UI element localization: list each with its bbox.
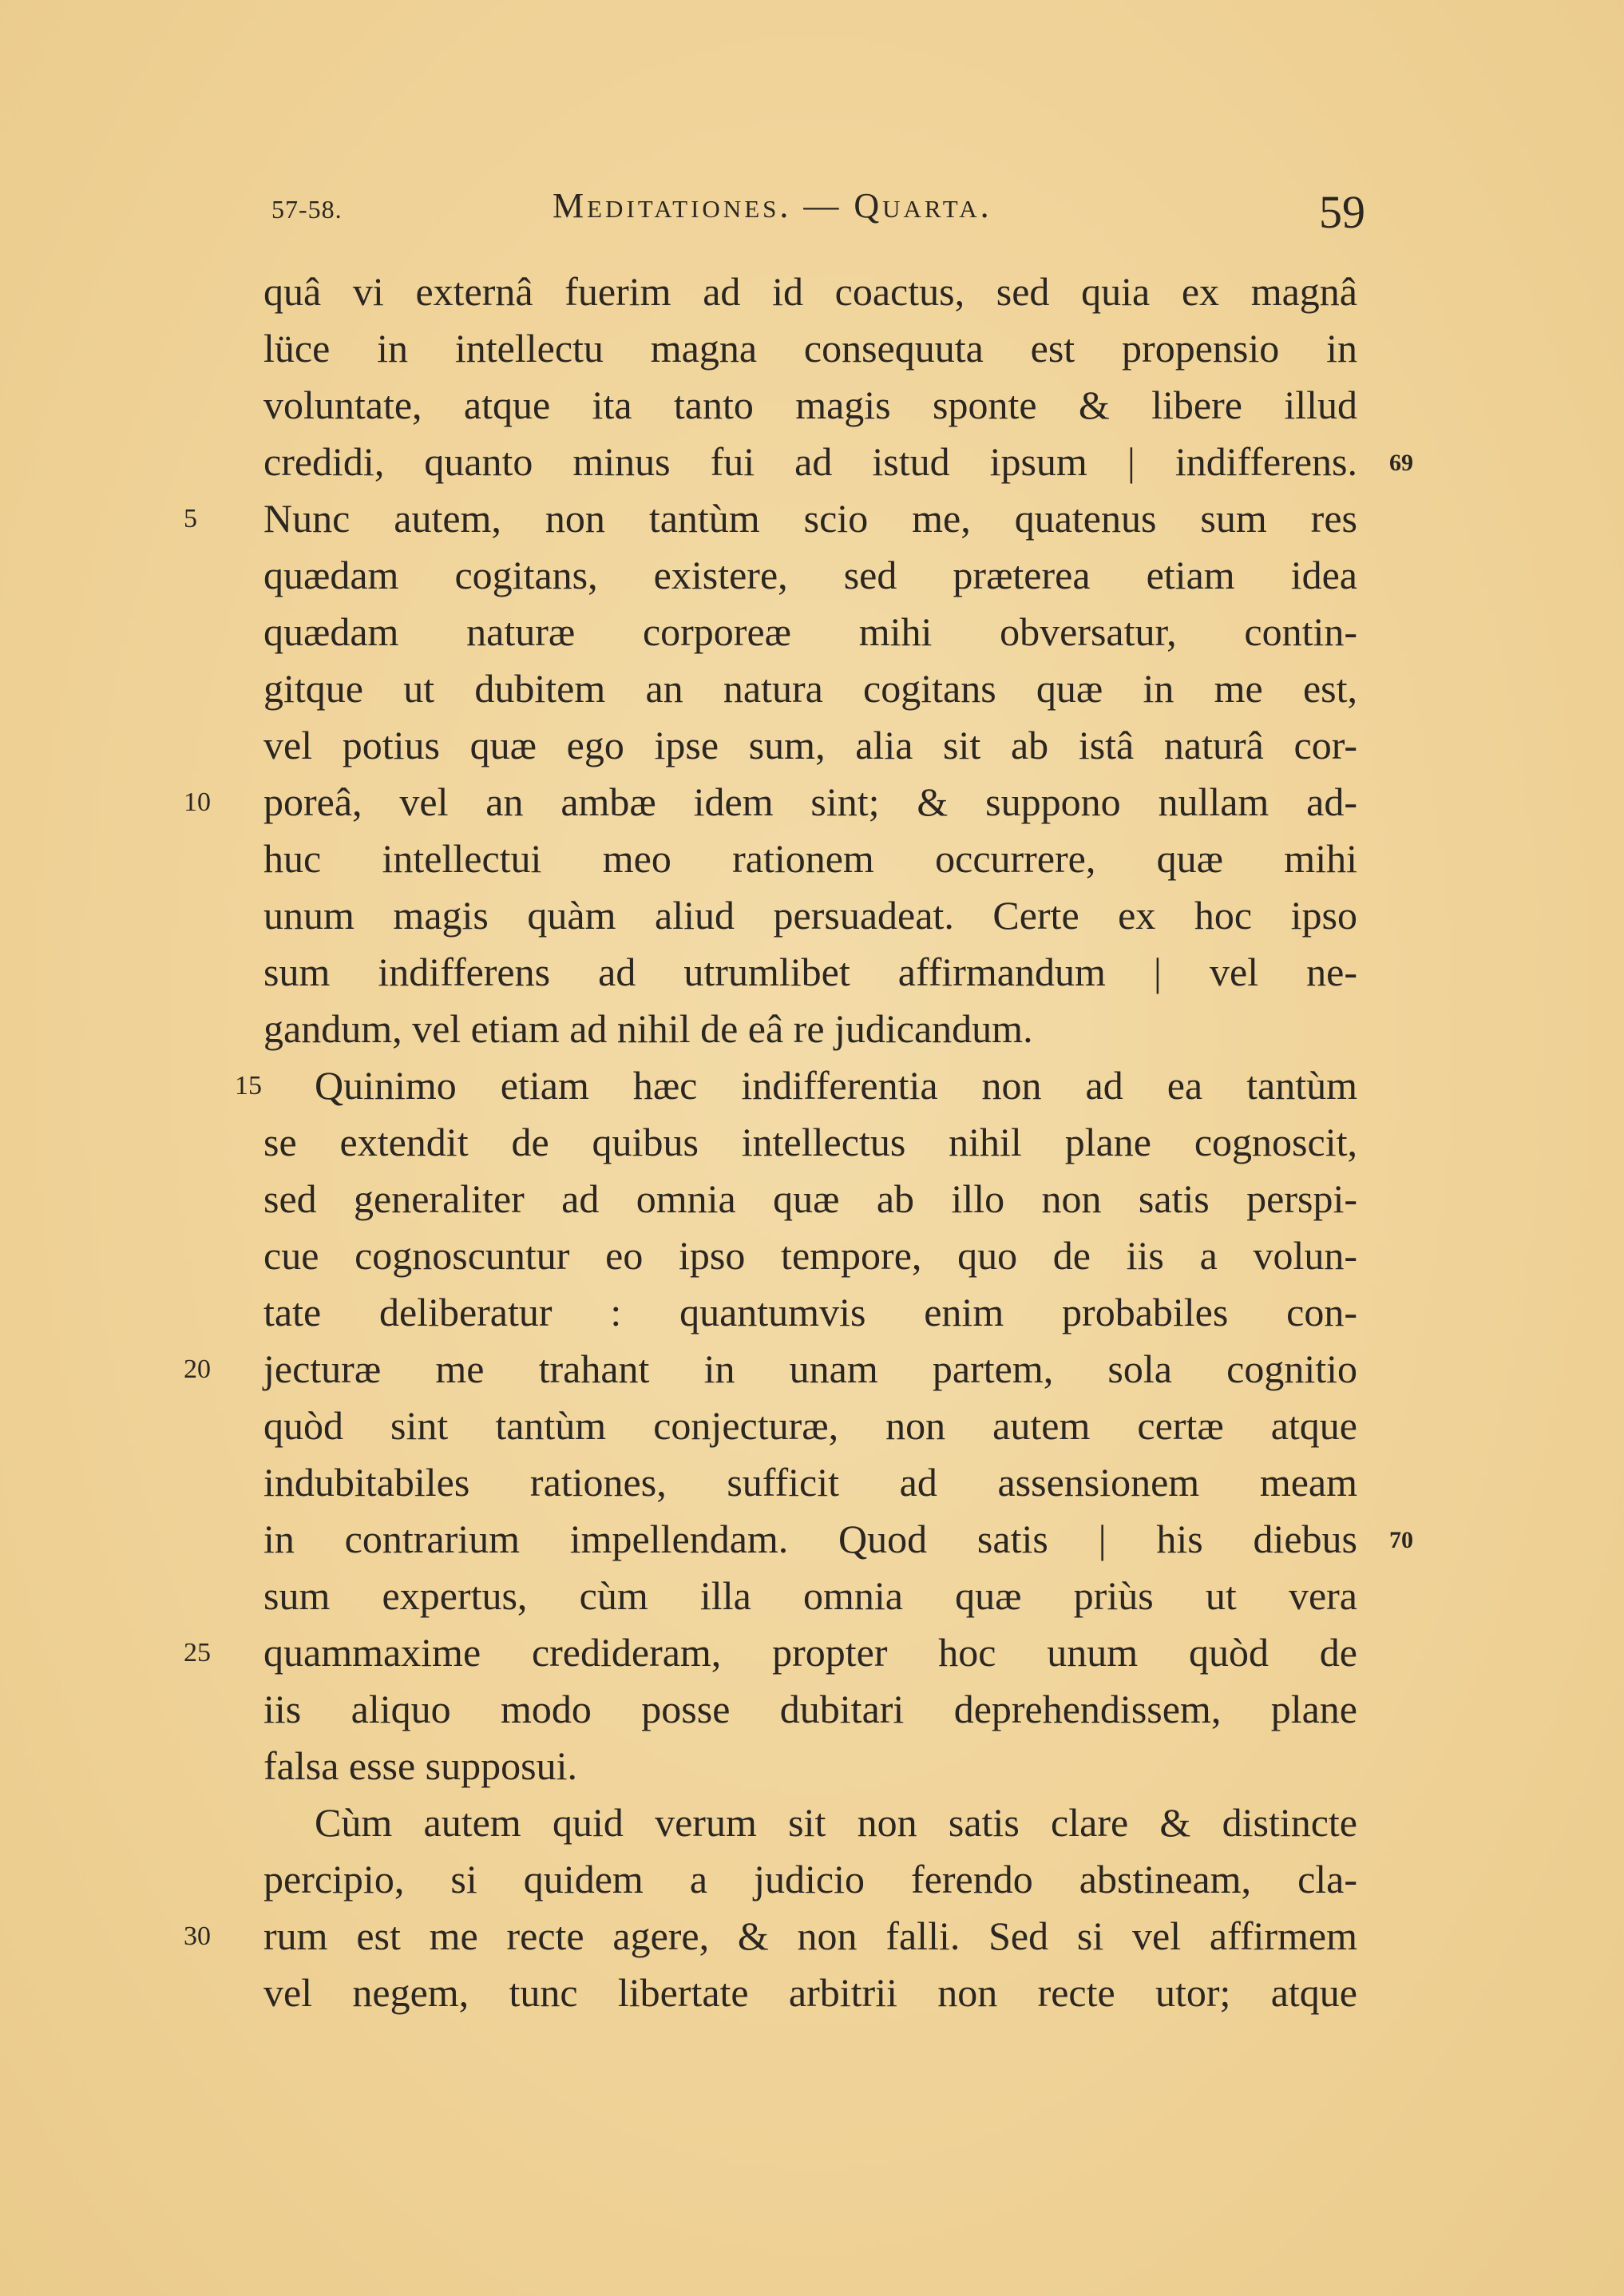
text-line (263, 1738, 1357, 1794)
text-line (263, 887, 1357, 944)
text-line (263, 1171, 1357, 1227)
text-line (263, 1227, 1357, 1284)
line-text: quammaxime credideram, propter hoc unum quòd de (263, 1630, 1357, 1675)
line-text: vel negem, tunc libertate arbitrii non recte utor; atque (263, 1970, 1357, 2015)
line-text: quædam cogitans, existere, sed præterea etiam idea (263, 553, 1357, 597)
line-number: 15 (235, 1071, 262, 1100)
text-line (263, 1398, 1357, 1454)
line-text: sum indifferens ad utrumlibet affirmandum | vel ne- (263, 950, 1357, 994)
text-line (263, 1511, 1413, 1568)
line-text: sed generaliter ad omnia quæ ab illo non satis perspi- (263, 1176, 1357, 1221)
line-number: 10 (184, 787, 211, 817)
line-text: huc intellectui meo rationem occurrere, quæ mihi (263, 836, 1357, 881)
line-text: percipio, si quidem a judicio ferendo abstineam, cla- (263, 1857, 1357, 1901)
text-line (184, 490, 1357, 547)
text-line (263, 1965, 1357, 2021)
header-title: Meditationes. — Quarta. (553, 186, 992, 225)
line-text: voluntate, atque ita tanto magis sponte & libere illud (263, 383, 1357, 427)
text-line (263, 434, 1413, 490)
line-text: rum est me recte agere, & non falli. Sed si vel affirmem (263, 1913, 1357, 1958)
line-text: unum magis quàm aliud persuadeat. Certe ex hoc ipso (263, 893, 1357, 938)
line-number: 20 (184, 1354, 211, 1384)
running-header (271, 185, 1365, 249)
line-text: se extendit de quibus intellectus nihil plane cognoscit, (263, 1120, 1357, 1164)
line-text: vel potius quæ ego ipse sum, alia sit ab istâ naturâ cor- (263, 723, 1357, 767)
text-line (263, 1851, 1357, 1908)
margin-page-reference: 70 (1389, 1527, 1413, 1553)
line-text: jecturæ me trahant in unam partem, sola cognitio (263, 1346, 1357, 1391)
line-number: 5 (184, 504, 197, 533)
text-line (184, 1908, 1357, 1965)
text-line (263, 320, 1357, 377)
line-number: 30 (184, 1921, 211, 1951)
text-line (263, 1454, 1357, 1511)
line-text: quòd sint tantùm conjecturæ, non autem certæ atque (263, 1403, 1357, 1448)
text-line (263, 264, 1357, 320)
text-line (263, 547, 1357, 604)
line-text: gandum, vel etiam ad nihil de eâ re judicandum. (263, 1006, 1033, 1051)
line-text: sum expertus, cùm illa omnia quæ priùs ut vera (263, 1573, 1357, 1618)
text-line (263, 1794, 1357, 1851)
text-line (263, 604, 1357, 660)
text-line (263, 1681, 1357, 1738)
text-line (184, 774, 1357, 831)
text-line (263, 377, 1357, 434)
line-text: Cùm autem quid verum sit non satis clare & distincte (315, 1800, 1357, 1845)
line-number: 25 (184, 1638, 211, 1667)
text-line (263, 660, 1357, 717)
line-text: Quinimo etiam hæc indifferentia non ad ea tantùm (315, 1063, 1357, 1108)
text-line (263, 1001, 1357, 1057)
margin-page-reference: 69 (1389, 450, 1413, 476)
line-text: cue cognoscuntur eo ipso tempore, quo de iis a volun- (263, 1233, 1357, 1278)
line-text: Nunc autem, non tantùm scio me, quatenus sum res (263, 496, 1357, 541)
line-text: iis aliquo modo posse dubitari deprehendissem, plane (263, 1687, 1357, 1731)
text-line (263, 1114, 1357, 1171)
line-text: tate deliberatur : quantumvis enim probabiles con- (263, 1290, 1357, 1334)
text-line (263, 717, 1357, 774)
header-page-range: 57-58. (271, 195, 343, 224)
line-text: quædam naturæ corporeæ mihi obversatur, contin- (263, 609, 1357, 654)
text-line (263, 831, 1357, 887)
body-text (184, 264, 1413, 2021)
line-text: indubitabiles rationes, sufficit ad assensionem meam (263, 1460, 1357, 1505)
text-line (263, 1568, 1357, 1624)
line-text: gitque ut dubitem an natura cogitans quæ in me est, (263, 666, 1357, 711)
line-text: in contrarium impellendam. Quod satis | his diebus (263, 1517, 1357, 1561)
text-line (263, 944, 1357, 1001)
line-text: falsa esse supposui. (263, 1743, 577, 1788)
page-number: 59 (1319, 186, 1365, 238)
text-line (184, 1341, 1357, 1398)
text-line (184, 1624, 1357, 1681)
line-text: credidi, quanto minus fui ad istud ipsum | indifferens. (263, 439, 1357, 484)
text-line (263, 1284, 1357, 1341)
line-text: poreâ, vel an ambæ idem sint; & suppono nullam ad- (263, 779, 1357, 824)
text-line (235, 1057, 1357, 1114)
line-text: quâ vi externâ fuerim ad id coactus, sed quia ex magnâ (263, 269, 1357, 314)
line-text: lüce in intellectu magna consequuta est propensio in (263, 326, 1357, 371)
